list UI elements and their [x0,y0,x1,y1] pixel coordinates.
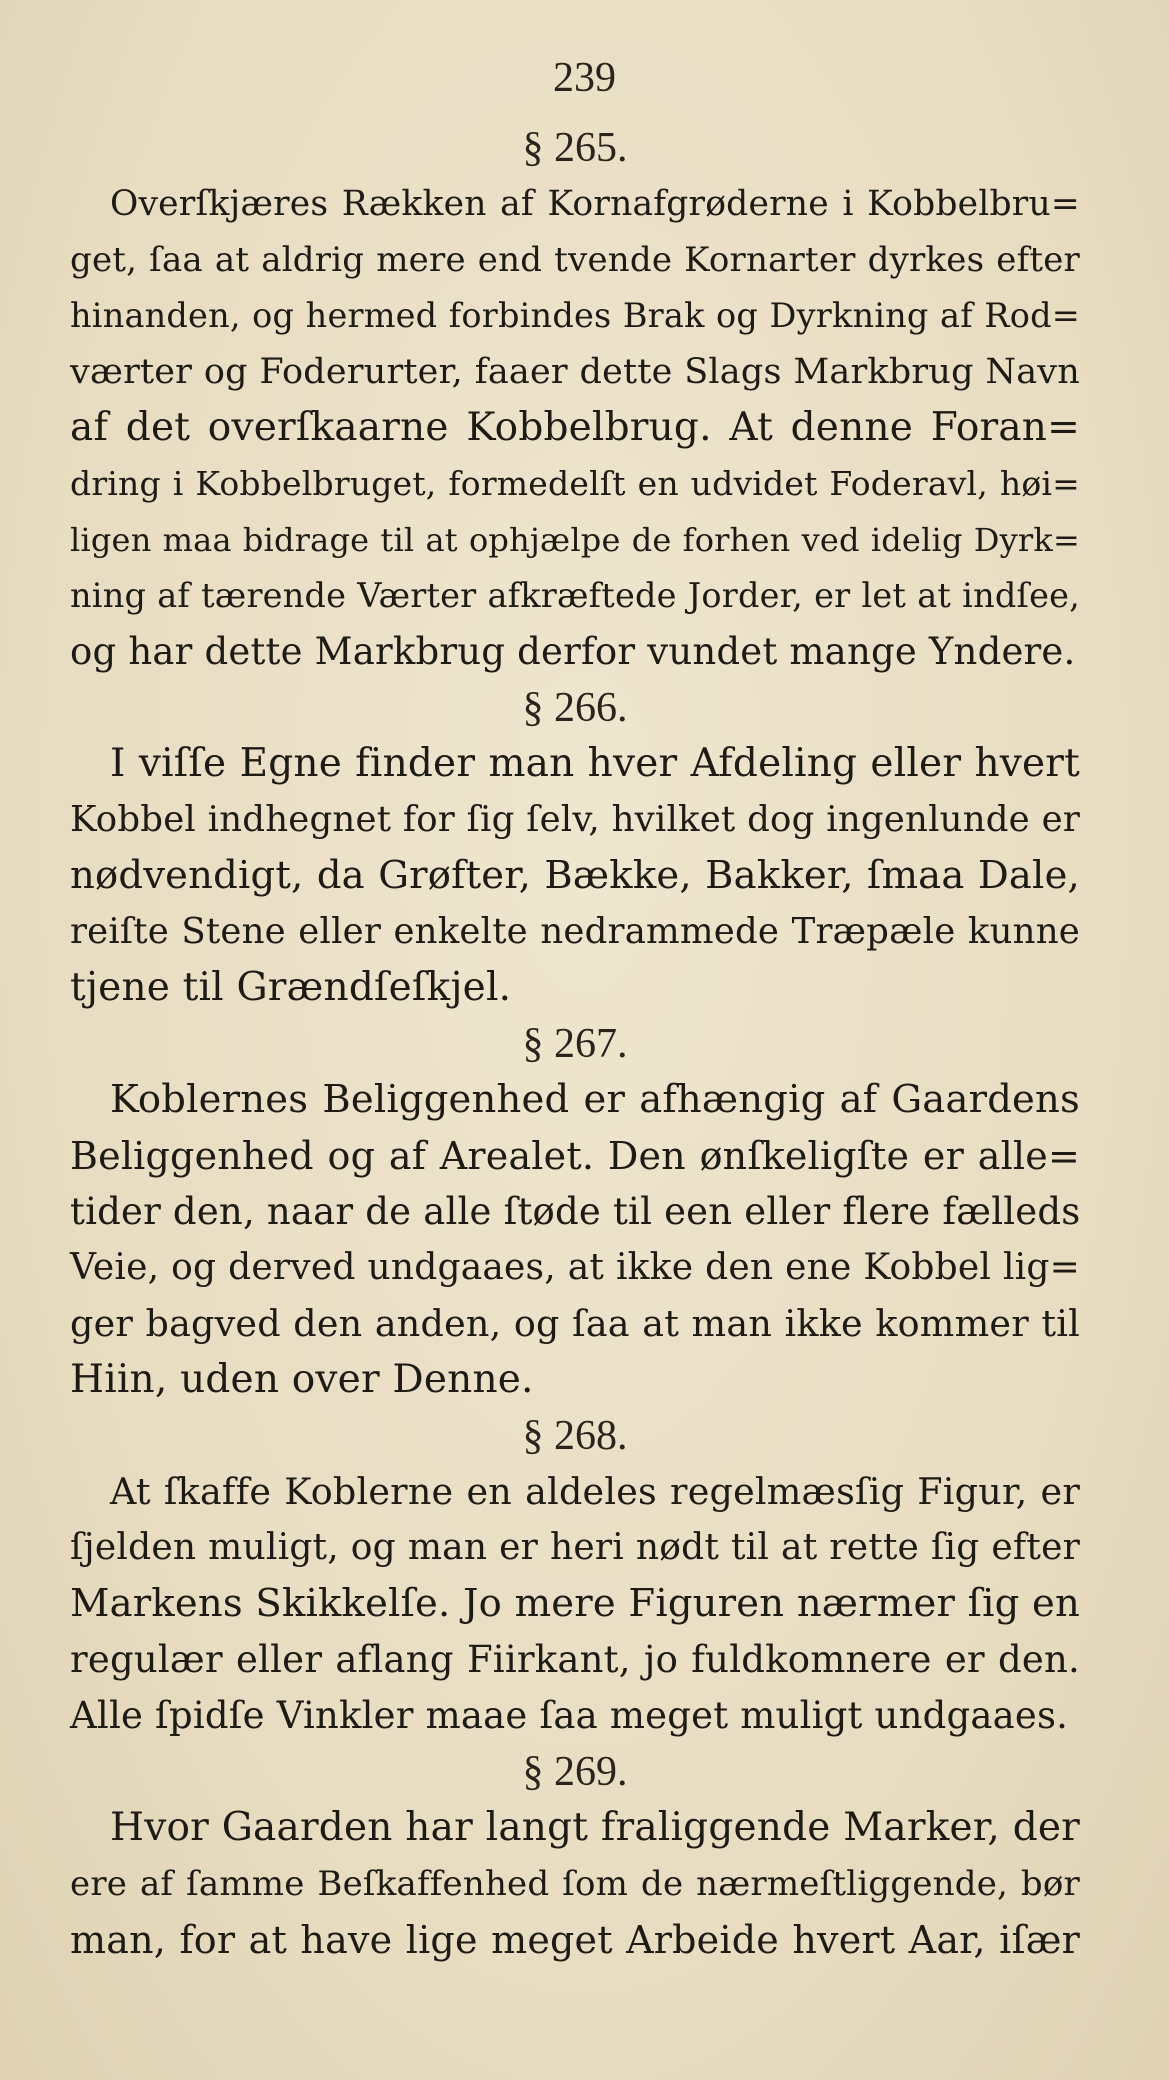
text-line: man, for at have lige meget Arbeide hvert Aar, iſær [70,1918,1080,1962]
text-line: Beliggenhed og af Arealet. Den ønſkeligſte er alle= [70,1134,1080,1178]
section-heading-266: § 266. [522,685,628,731]
text-line: get, ſaa at aldrig mere end tvende Kornarter dyrkes efter [70,240,1080,280]
text-line: Koblernes Beliggenhed er afhængig af Gaardens [110,1077,1080,1122]
text-line: hinanden, og hermed forbindes Brak og Dyrkning af Rod= [70,296,1080,335]
paragraph-267 [70,1072,1080,1408]
text-line: I viſſe Egne finder man hver Afdeling eller hvert [110,741,1080,786]
text-line: ning af tærende Værter afkræftede Jorder, er let at indſee, [70,576,1080,615]
section-heading-268: § 268. [522,1413,628,1459]
page-body [70,120,1080,1968]
text-line: og har dette Markbrug derfor vundet mange Yndere. [70,630,1076,673]
section-heading-265: § 265. [522,125,628,171]
text-line: ger bagved den anden, og ſaa at man ikke kommer til [70,1302,1080,1345]
text-line: dring i Kobbelbruget, formedelſt en udvidet Foderavl, høi= [70,464,1080,503]
paragraph-268 [70,1464,1080,1744]
text-line: værter og Foderurter, faaer dette Slags Markbrug Navn [70,352,1080,392]
text-line: Hiin, uden over Denne. [70,1357,534,1402]
text-line: ere af ſamme Beſkaffenhed ſom de nærmeſtliggende, bør [70,1864,1080,1904]
paragraph-266 [70,736,1080,1016]
paragraph-265 [70,176,1080,680]
paragraph-269 [70,1800,1080,1968]
text-line: tjene til Grændſeſkjel. [70,965,512,1010]
text-line: At ſkaffe Koblerne en aldeles regelmæsſig Figur, er [110,1470,1080,1513]
section-heading-267: § 267. [522,1021,628,1067]
text-line: ligen maa bidrage til at ophjælpe de forhen ved idelig Dyrk= [70,521,1080,559]
page-number: 239 [553,55,616,101]
text-line: reiſte Stene eller enkelte nedrammede Træpæle kunne [70,911,1080,952]
text-line: Veie, og derved undgaaes, at ikke den ene Kobbel lig= [70,1247,1080,1288]
text-line: Kobbel indhegnet for ſig ſelv, hvilket dog ingenlunde er [70,799,1080,840]
text-line: ſjelden muligt, og man er heri nødt til at rette ſig efter [70,1527,1080,1568]
text-line: regulær eller aflang Fiirkant, jo fuldkomnere er den. [70,1638,1080,1681]
text-line: af det overſkaarne Kobbelbrug. At denne Foran= [70,405,1080,450]
text-line: Markens Skikkelſe. Jo mere Figuren nærmer ſig en [70,1581,1080,1626]
text-line: Hvor Gaarden har langt fraliggende Marker, der [110,1805,1080,1850]
text-line: Alle ſpidſe Vinkler maae ſaa meget muligt undgaaes. [70,1694,1069,1737]
text-line: nødvendigt, da Grøfter, Bække, Bakker, ſmaa Dale, [70,853,1080,898]
section-heading-269: § 269. [522,1749,628,1795]
text-line: tider den, naar de alle ſtøde til een eller flere fælleds [70,1190,1081,1233]
text-line: Overſkjæres Rækken af Kornafgrøderne i Kobbelbru= [110,184,1080,224]
